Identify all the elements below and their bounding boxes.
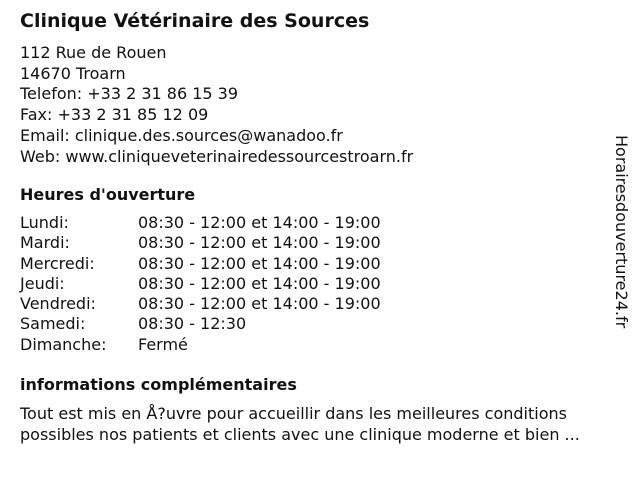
phone-line: Telefon: +33 2 31 86 15 39 [20,84,239,104]
address-street: 112 Rue de Rouen [20,43,167,62]
hours-row-sunday [20,335,381,355]
hours-row-wednesday [20,254,381,274]
time-value: 08:30 - 12:00 et 14:00 - 19:00 [138,273,381,293]
day-label: Samedi: [20,314,86,334]
time-value: 08:30 - 12:00 et 14:00 - 19:00 [138,253,381,273]
info-line-1: Tout est mis en Å?uvre pour accueillir dans les meilleures conditions [20,404,567,423]
opening-hours-table [20,213,381,355]
hours-row-monday [20,213,381,233]
time-value: 08:30 - 12:30 [138,314,247,334]
day-label: Dimanche: [20,334,107,354]
contact-block [20,43,413,167]
day-label: Mardi: [20,233,70,253]
time-value: 08:30 - 12:00 et 14:00 - 19:00 [138,233,381,253]
hours-row-tuesday [20,233,381,253]
hours-row-thursday [20,274,381,294]
email-line: Email: clinique.des.sources@wanadoo.fr [20,125,343,145]
time-value: 08:30 - 12:00 et 14:00 - 19:00 [138,294,381,314]
day-label: Vendredi: [20,294,96,314]
time-value: Fermé [138,334,188,354]
additional-info-heading: informations complémentaires [20,375,297,394]
day-label: Mercredi: [20,253,95,273]
additional-info-text [20,404,580,445]
hours-row-saturday [20,314,381,334]
time-value: 08:30 - 12:00 et 14:00 - 19:00 [138,213,381,232]
day-label: Jeudi: [20,273,65,293]
site-watermark: Horairesdouverture24.fr [612,135,631,329]
website-line: Web: www.cliniqueveterinairedessourcestroarn.fr [20,146,414,166]
opening-hours-heading: Heures d'ouverture [20,185,196,204]
hours-row-friday [20,294,381,314]
address-city: 14670 Troarn [20,63,126,83]
business-name: Clinique Vétérinaire des Sources [20,10,370,32]
fax-line: Fax: +33 2 31 85 12 09 [20,105,209,125]
day-label: Lundi: [20,213,69,232]
info-line-2: possibles nos patients et clients avec une clinique moderne et bien ... [20,424,580,444]
